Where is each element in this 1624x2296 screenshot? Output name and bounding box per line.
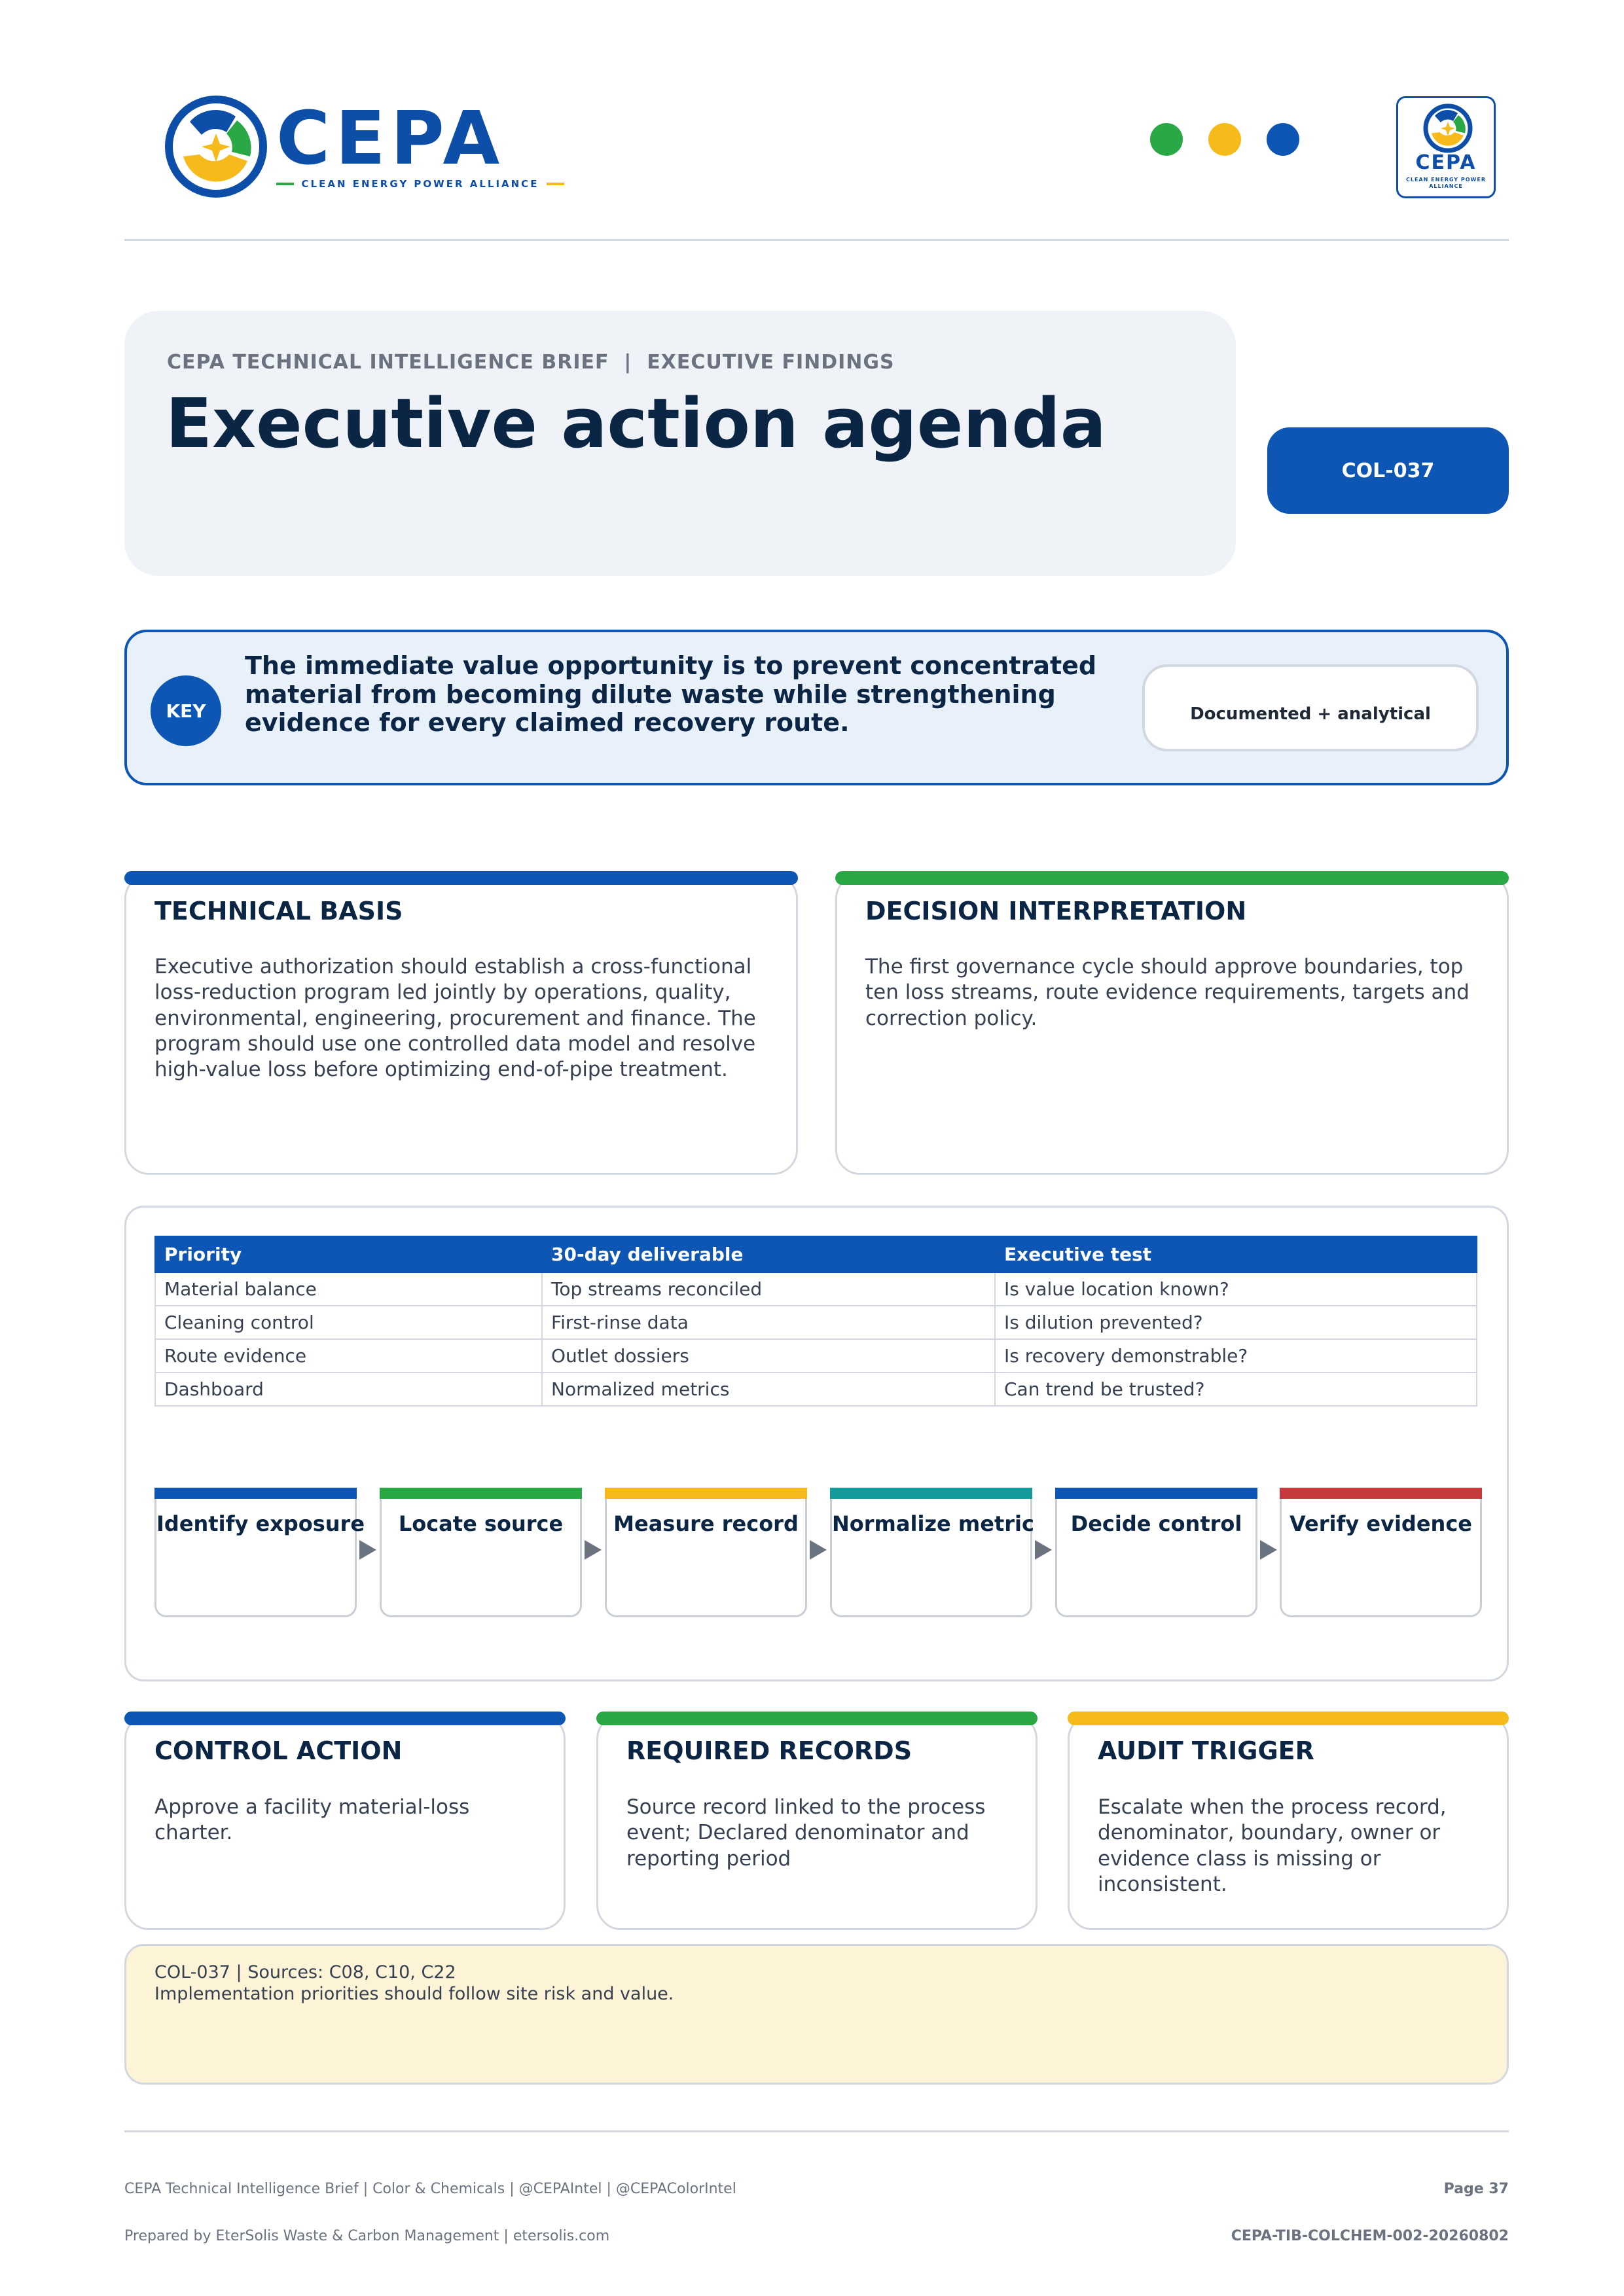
- control-action-body: Approve a facility material-loss charter.: [154, 1795, 470, 1845]
- table-cell: Is value location known?: [995, 1272, 1477, 1306]
- table-cell: Outlet dossiers: [542, 1339, 995, 1372]
- table-cell: Dashboard: [155, 1372, 542, 1406]
- step-label: Decide control: [1070, 1511, 1242, 1536]
- footer-publication: CEPA Technical Intelligence Brief | Color & Chemicals | @CEPAIntel | @CEPAColorIntel: [124, 2181, 736, 2197]
- priorities-table: [154, 1236, 1477, 1407]
- blue-dot-icon: [1267, 123, 1299, 156]
- step-label: Measure record: [613, 1511, 799, 1536]
- step-label: Locate source: [398, 1511, 564, 1536]
- process-step-measure-record: [605, 1488, 807, 1617]
- table-cell: First-rinse data: [542, 1306, 995, 1339]
- technical-basis-title: TECHNICAL BASIS: [154, 897, 403, 925]
- step-accent: [154, 1488, 357, 1499]
- arrow-right-icon: [585, 1540, 602, 1560]
- column-header-executive-test: Executive test: [995, 1236, 1477, 1272]
- tagline-rule-left: [276, 183, 294, 185]
- decision-interpretation-body: The first governance cycle should approve boundaries, top ten loss streams, route evidence requirements, targets and correction policy.: [865, 955, 1470, 1030]
- required-records-accent: [596, 1712, 1038, 1725]
- technical-basis-body: Executive authorization should establish a cross-functional loss-reduction program led jointly by operations, quality, environmental, engineering, procurement and finance. The program should use one controlled data model and resolve high-value loss before optimizing end-of-pipe treatment.: [154, 955, 756, 1082]
- process-step-identify-exposure: [154, 1488, 365, 1617]
- footer-prepared-by: Prepared by EterSolis Waste & Carbon Management | etersolis.com: [124, 2228, 610, 2244]
- table-cell: Top streams reconciled: [542, 1272, 995, 1306]
- key-finding-text: The immediate value opportunity is to prevent concentrated material from becoming dilute waste while strengthening evidence for every claimed recovery route.: [245, 651, 1097, 738]
- audit-trigger-accent: [1068, 1712, 1509, 1725]
- table-row: [155, 1306, 1477, 1339]
- table-cell: Can trend be trusted?: [995, 1372, 1477, 1406]
- table-cell: Cleaning control: [155, 1306, 542, 1339]
- evidence-class-pill: Documented + analytical: [1142, 664, 1479, 751]
- table-row: [155, 1272, 1477, 1306]
- audit-trigger-title: AUDIT TRIGGER: [1098, 1736, 1314, 1765]
- arrow-right-icon: [1035, 1540, 1052, 1560]
- process-step-locate-source: [380, 1488, 582, 1617]
- control-action-title: CONTROL ACTION: [154, 1736, 403, 1765]
- step-accent: [1280, 1488, 1482, 1499]
- tagline-rule-right: [547, 183, 564, 185]
- step-accent: [830, 1488, 1032, 1499]
- header-divider: [124, 239, 1509, 241]
- page-title: Executive action agenda: [166, 384, 1106, 463]
- cepa-logo: [164, 94, 563, 199]
- arrow-right-icon: [359, 1540, 376, 1560]
- step-label: Verify evidence: [1290, 1511, 1472, 1536]
- yellow-dot-icon: [1208, 123, 1241, 156]
- source-note-text: Implementation priorities should follow site risk and value.: [154, 1984, 674, 2004]
- key-badge: KEY: [151, 675, 221, 746]
- table-cell: Material balance: [155, 1272, 542, 1306]
- document-code-badge: COL-037: [1267, 427, 1509, 514]
- green-dot-icon: [1150, 123, 1183, 156]
- step-label: Identify exposure: [156, 1511, 365, 1536]
- table-header-row: [155, 1236, 1477, 1272]
- source-note-sources: COL-037 | Sources: C08, C10, C22: [154, 1962, 456, 1982]
- table-cell: Is recovery demonstrable?: [995, 1339, 1477, 1372]
- decision-interpretation-title: DECISION INTERPRETATION: [865, 897, 1247, 925]
- eyebrow: CEPA TECHNICAL INTELLIGENCE BRIEF | EXECUTIVE FINDINGS: [167, 351, 895, 374]
- table-cell: Route evidence: [155, 1339, 542, 1372]
- cepa-badge-logo: [1396, 96, 1496, 198]
- process-step-verify-evidence: [1280, 1488, 1482, 1617]
- brand-tagline: CLEAN ENERGY POWER ALLIANCE: [301, 178, 539, 190]
- step-accent: [605, 1488, 807, 1499]
- control-action-accent: [124, 1712, 566, 1725]
- step-accent: [380, 1488, 582, 1499]
- step-label: Normalize metric: [832, 1511, 1034, 1536]
- table-row: [155, 1372, 1477, 1406]
- technical-basis-accent: [124, 871, 798, 885]
- table-cell: Normalized metrics: [542, 1372, 995, 1406]
- table-cell: Is dilution prevented?: [995, 1306, 1477, 1339]
- badge-brand-name: CEPA: [1415, 151, 1477, 174]
- required-records-title: REQUIRED RECORDS: [626, 1736, 912, 1765]
- column-header-priority: Priority: [155, 1236, 542, 1272]
- brand-tagline-row: [276, 178, 564, 190]
- badge-tagline: CLEAN ENERGY POWER ALLIANCE: [1406, 177, 1486, 189]
- cepa-badge-emblem-icon: [1422, 102, 1474, 154]
- arrow-right-icon: [1260, 1540, 1277, 1560]
- cepa-emblem-icon: [164, 94, 268, 199]
- brand-name: CEPA: [276, 96, 505, 181]
- process-step-normalize-metric: [830, 1488, 1032, 1617]
- page-number: Page 37: [1443, 2181, 1509, 2197]
- table-row: [155, 1339, 1477, 1372]
- required-records-body: Source record linked to the process event; Declared denominator and reporting period: [626, 1795, 986, 1871]
- process-step-decide-control: [1055, 1488, 1257, 1617]
- audit-trigger-body: Escalate when the process record, denominator, boundary, owner or evidence class is missing or inconsistent.: [1098, 1795, 1447, 1897]
- document-id: CEPA-TIB-COLCHEM-002-20260802: [1231, 2228, 1509, 2244]
- footer-divider: [124, 2130, 1509, 2132]
- step-accent: [1055, 1488, 1257, 1499]
- arrow-right-icon: [810, 1540, 827, 1560]
- decision-interpretation-accent: [835, 871, 1509, 885]
- column-header-deliverable: 30-day deliverable: [542, 1236, 995, 1272]
